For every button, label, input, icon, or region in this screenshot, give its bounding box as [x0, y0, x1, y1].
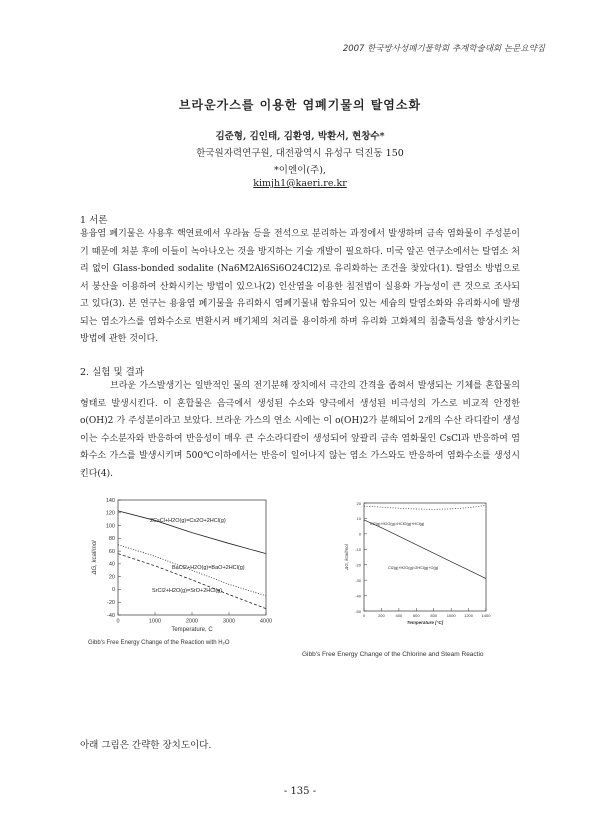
proceedings-header: 2007 한국방사성폐기물학회 추계학술대회 논문요약집 [342, 44, 545, 54]
series-line-3 [118, 554, 266, 609]
y-tick-label: -40 [355, 593, 361, 599]
series-label-2: BaCl2+H2O(g)=BaO+2HCl(g) [172, 565, 245, 571]
y-tick-label: 20 [356, 500, 361, 506]
x-tick-label: 2000 [185, 618, 199, 625]
series-label-2: Cl2(g)+H2O(g)=2HCl(g)+O(g) [388, 566, 439, 570]
y-tick-label: -30 [355, 577, 361, 583]
x-tick-label: 0 [362, 613, 366, 618]
y-tick-label: -10 [355, 547, 361, 553]
series-label-1: 2CsCl+H2O(g)=Cs2O+2HCl(g) [150, 518, 226, 524]
y-tick-label: 40 [108, 561, 115, 568]
authors: 김준형, 김인태, 김환영, 박환서, 현창수* [215, 131, 385, 142]
experiment-paragraph: 브라운 가스발생기는 일반적인 물의 전기분해 장치에서 극간의 간격을 좁혀서 발생되는 기체를 혼합물의 형태로 발생시킨다. 이 혼합물은 음극에서 생성된 수소와 양극에서 생성된 비극성의 가스로 비교적 안정한 o(OH)2 가 주성분이라고 보았다. 브라운 가스의 연소 시에는 이 o(OH)2가 분해되어 2개의 수산 라디칼이 생성 이는 수소분자와 반응하여 반응성이 매우 큰 수소라디칼이 생성되어 앞괄리 금속 염화물인 CsCl과 반응하여 염화수소 가스를 발생시키며 500℃이하에서는 반응이 일어나지 않는 염소 가스와도 반응하여 염화수소를 생성시킨다(4). [80, 381, 520, 479]
affiliation: 한국원자력연구원, 대전광역시 유성구 덕진동 150 [196, 148, 404, 159]
y-tick-label: 80 [108, 536, 115, 543]
introduction-body [80, 226, 520, 349]
affiliation-company: *이엔이(주), [274, 165, 326, 176]
author-email[interactable]: kimjh1@kaeri.re.kr [253, 178, 347, 189]
y-tick-label: 120 [105, 510, 115, 517]
x-tick-label: 4000 [259, 618, 273, 625]
y-tick-label: 0 [358, 531, 361, 537]
figure-2-chart [342, 495, 492, 635]
y-tick-label: -20 [107, 600, 115, 607]
section-heading-introduction: 1 서론 [80, 215, 108, 226]
paper-title: 브라운가스를 이용한 염폐기물의 탈염소화 [178, 98, 422, 112]
figure-1-axes [106, 498, 272, 625]
x-tick-label: 1000 [148, 618, 162, 625]
series-line-1 [364, 505, 486, 509]
y-tick-label: -40 [107, 612, 115, 619]
y-tick-label: 60 [108, 548, 115, 555]
x-tick-label: 400 [395, 613, 403, 618]
x-axis-label: Temperature, C [171, 627, 213, 633]
experiment-body [80, 378, 520, 483]
introduction-paragraph: 용융염 폐기물은 사용후 핵연료에서 우라늄 등을 전석으로 분리하는 과정에서 발생하며 금속 염화물이 주성분이기 때문에 처분 후에 이들이 녹아나오는 것을 방지하는 기술 개발이 필요하다. 미국 알곤 연구소에서는 탈염소 처리 없이 Glass-bonded sodalite (Na6M2Al6Si6O24Cl2)로 유리화하는 조건을 찾았다(1). 탈염소 방법으로서 붕산을 이용하여 산화시키는 방법이 있으나(2) 인산염을 이용한 침전법이 실용화 가능성이 큰 것으로 조사되고 있다(3). 본 연구는 용융염 폐기물을 유리화시 염폐기물내 함유되어 있는 세슘의 탈염소화와 유리화시에 발생되는 염소가스를 염화수소로 변환시켜 배기체의 처리를 용이하게 하며 유리화 고화체의 침출특성을 향상시키는 방법에 관한 것이다. [80, 229, 520, 344]
plot-frame [364, 503, 486, 611]
y-tick-label: -50 [355, 608, 361, 614]
x-tick-label: 0 [116, 618, 120, 625]
series-label-1: Cl2(g)+H2O(g)=HClO(g)+HCl(g) [370, 522, 425, 526]
y-tick-label: 20 [108, 574, 115, 581]
page-number: - 135 - [283, 786, 317, 797]
figure-1-caption: Gibb's Free Energy Change of the Reaction with H₂O [88, 640, 230, 646]
section-heading-experiment: 2. 실험 및 결과 [80, 367, 145, 378]
y-tick-label: 140 [105, 497, 115, 504]
x-tick-label: 600 [412, 613, 420, 618]
x-axis-label: Temperature [°C] [406, 620, 444, 625]
y-tick-label: 0 [111, 587, 115, 594]
x-tick-label: 1000 [446, 613, 456, 618]
x-tick-label: 1200 [464, 613, 474, 618]
x-tick-label: 1400 [481, 613, 491, 618]
series-label-3: SrCl2+H2O(g)=SrO+2HCl(g) [152, 588, 223, 594]
figure-1-chart [88, 495, 278, 637]
x-tick-label: 800 [430, 613, 438, 618]
figure-2-caption: Gibb's Free Energy Change of the Chlorine and Steam Reactio [302, 651, 484, 658]
y-axis-label: ΔG, kcal/mol [344, 544, 349, 570]
y-tick-label: -20 [355, 562, 361, 568]
y-tick-label: 10 [356, 516, 361, 522]
y-axis-label: ΔG, kcal/mol [92, 540, 98, 575]
x-tick-label: 200 [378, 613, 385, 618]
x-tick-label: 3000 [222, 618, 236, 625]
closing-sentence: 아래 그림은 간략한 장치도이다. [80, 740, 212, 751]
y-tick-label: 100 [105, 523, 115, 530]
figure-2-axes [355, 501, 491, 618]
